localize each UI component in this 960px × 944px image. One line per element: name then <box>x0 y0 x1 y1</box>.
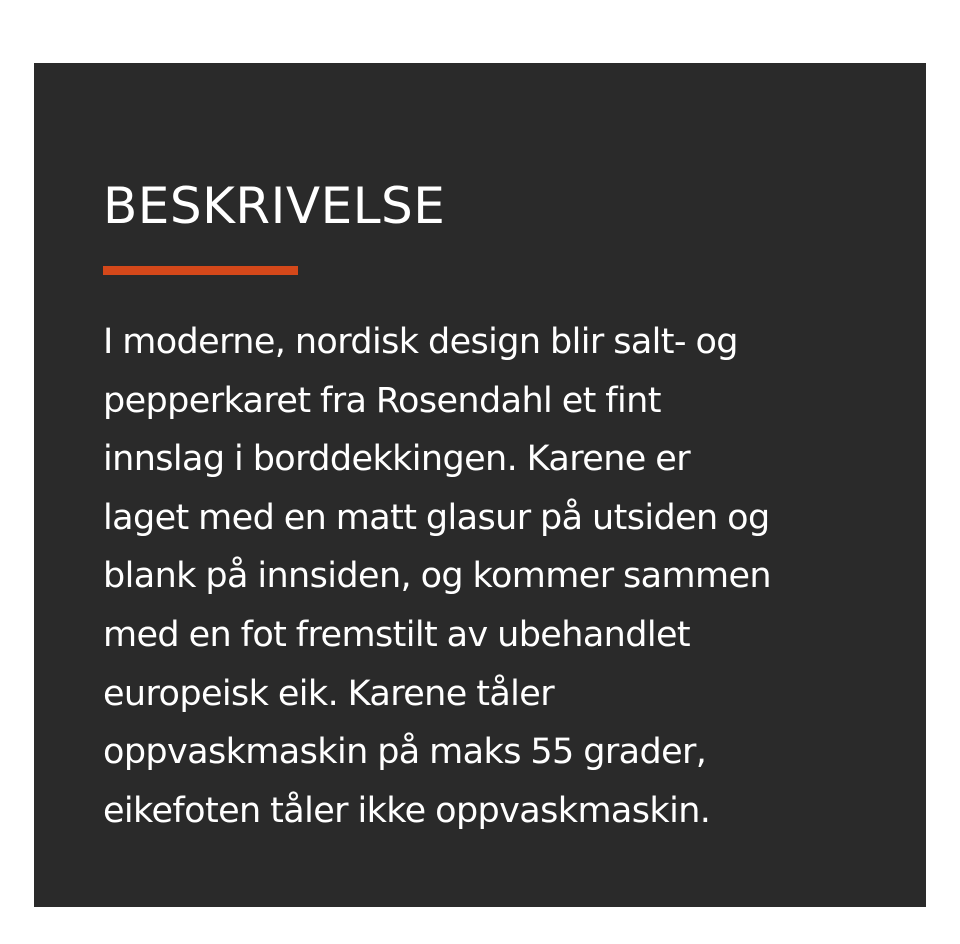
description-line: oppvaskmaskin på maks 55 grader, <box>103 732 707 773</box>
description-line: eikefoten tåler ikke oppvaskmaskin. <box>103 790 711 831</box>
description-line: europeisk eik. Karene tåler <box>103 673 555 714</box>
description-line: med en fot fremstilt av ubehandlet <box>103 614 691 655</box>
description-line: innslag i borddekkingen. Karene er <box>103 439 690 480</box>
product-description <box>103 313 893 840</box>
title-underline <box>103 266 298 275</box>
section-title: BESKRIVELSE <box>103 177 446 235</box>
description-line: blank på innsiden, og kommer sammen <box>103 556 772 597</box>
description-panel <box>34 63 926 907</box>
description-line: pepperkaret fra Rosendahl et fint <box>103 380 661 421</box>
description-line: I moderne, nordisk design blir salt- og <box>103 322 738 362</box>
description-line: laget med en matt glasur på utsiden og <box>103 497 770 538</box>
